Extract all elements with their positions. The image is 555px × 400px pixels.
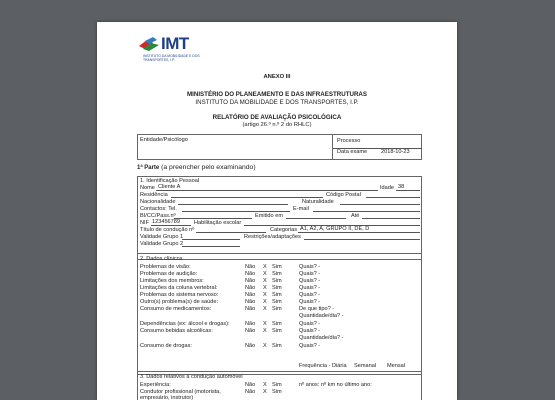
nationality-field[interactable] xyxy=(178,199,288,205)
clinical-yes-option[interactable]: Sim xyxy=(272,321,282,327)
section2-title: 2. Dados clínicos xyxy=(140,256,183,262)
part-note: (a preencher pelo examinando) xyxy=(161,164,256,171)
residence-label: Residência xyxy=(140,192,168,198)
clinical-x-mark: X xyxy=(263,278,267,284)
experience-x: X xyxy=(263,382,267,388)
part-number: 1ª Parte xyxy=(137,165,160,171)
clinical-row-label: Dependências (ex: álcool e drogas): xyxy=(140,321,230,327)
annex-title: ANEXO III xyxy=(263,74,291,80)
postal-code-field[interactable] xyxy=(366,192,420,198)
education-label: Habilitação escolar xyxy=(194,220,242,226)
name-field[interactable] xyxy=(156,185,378,191)
frequency-weekly: Semanal xyxy=(354,363,377,369)
restrictions-label: Restrições/adaptações xyxy=(244,234,301,240)
clinical-detail: Quais? - xyxy=(299,299,321,305)
age-label: Idade xyxy=(380,185,394,191)
id-doc-field[interactable] xyxy=(174,213,252,219)
name-value: Cliente A xyxy=(158,184,181,190)
clinical-no-option[interactable]: Não xyxy=(245,321,256,327)
residence-field[interactable] xyxy=(171,192,323,198)
clinical-row-label: Consumo de drogas: xyxy=(140,343,192,349)
clinical-x-mark: X xyxy=(263,264,267,270)
clinical-yes-option[interactable]: Sim xyxy=(272,285,282,291)
entity-box xyxy=(137,134,422,160)
document-page xyxy=(97,22,457,400)
clinical-yes-option[interactable]: Sim xyxy=(272,264,282,270)
experience-extra: nº anos: nº km no último ano: xyxy=(299,382,372,388)
clinical-no-option[interactable]: Não xyxy=(245,285,256,291)
clinical-detail: Quais? - xyxy=(299,278,321,284)
imt-logo xyxy=(139,35,219,71)
clinical-x-mark: X xyxy=(263,285,267,291)
clinical-no-option[interactable]: Não xyxy=(245,343,256,349)
clinical-detail: Quais? - xyxy=(299,264,321,270)
clinical-detail: De que tipo? - xyxy=(299,306,335,312)
contacts-label: Contactos: Tel. xyxy=(140,206,177,212)
experience-label: Experiência: xyxy=(140,382,171,388)
clinical-no-option[interactable]: Não xyxy=(245,306,256,312)
clinical-x-mark: X xyxy=(263,299,267,305)
section3-title: 3. Dados relativos à condução automóvel xyxy=(140,374,243,380)
postal-code-label: Código Postal xyxy=(326,192,361,198)
process-box xyxy=(332,135,422,159)
frequency-daily: Frequência - Diária xyxy=(299,363,347,369)
clinical-detail: Quais? - xyxy=(299,285,321,291)
nif-value: 123456789 xyxy=(152,219,180,225)
logo-subtitle: INSTITUTO DA MOBILIDADE E DOS TRANSPORTES, I.P. xyxy=(143,54,200,62)
clinical-yes-option[interactable]: Sim xyxy=(272,299,282,305)
professional-x: X xyxy=(263,389,267,395)
age-value: 38 xyxy=(398,184,405,190)
clinical-detail: Quais? - xyxy=(299,292,321,298)
validity-group1-field[interactable] xyxy=(182,234,240,240)
experience-no[interactable]: Não xyxy=(245,382,256,388)
clinical-yes-option[interactable]: Sim xyxy=(272,271,282,277)
clinical-no-option[interactable]: Não xyxy=(245,299,256,305)
nif-label: NIF xyxy=(140,220,150,226)
professional-driver-label-2: empresário, instrutor) xyxy=(140,395,194,400)
id-doc-label: BI/CC/Pass.nº xyxy=(140,213,176,219)
license-number-field[interactable] xyxy=(196,227,266,233)
exam-date-value[interactable]: 2018-10-23 xyxy=(381,149,410,155)
clinical-detail: Quais? - xyxy=(299,343,321,349)
professional-yes[interactable]: Sim xyxy=(272,389,282,395)
logo-text: IMT xyxy=(161,34,189,53)
clinical-detail: Quais? - xyxy=(299,321,321,327)
phone-field[interactable] xyxy=(182,206,290,212)
clinical-row-label: Consumo de medicamentos: xyxy=(140,306,212,312)
birthplace-label: Naturalidade xyxy=(302,199,334,205)
validity-group1-label: Validade Grupo 1 xyxy=(140,234,184,240)
imt-logo-mark xyxy=(139,37,159,51)
validity-group2-label: Validade Grupo 2 xyxy=(140,241,184,247)
validity-group2-field[interactable] xyxy=(182,241,240,247)
section-personal-id xyxy=(137,176,422,260)
clinical-yes-option[interactable]: Sim xyxy=(272,278,282,284)
section-clinical-data xyxy=(137,253,422,375)
clinical-x-mark: X xyxy=(263,306,267,312)
clinical-row-label: Limitações dos membros: xyxy=(140,278,204,284)
clinical-row-label: Limitações da coluna vertebral: xyxy=(140,285,218,291)
clinical-row-label: Outro(s) problema(s) de saúde: xyxy=(140,299,219,305)
valid-until-label: Até xyxy=(351,213,360,219)
article-reference: (artigo 26.º n.º 2 do RHLC) xyxy=(242,122,312,128)
name-label: Nome xyxy=(140,185,155,191)
process-label: Processo xyxy=(337,138,361,144)
frequency-monthly: Mensal xyxy=(387,363,406,369)
valid-until-field[interactable] xyxy=(362,213,420,219)
license-number-label: Título de condução nº xyxy=(140,227,195,233)
clinical-x-mark: X xyxy=(263,271,267,277)
restrictions-field[interactable] xyxy=(304,234,420,240)
email-label: E-mail xyxy=(293,206,309,212)
clinical-x-mark: X xyxy=(263,292,267,298)
clinical-x-mark: X xyxy=(263,343,267,349)
clinical-row-label: Problemas do sistema nervoso: xyxy=(140,292,219,298)
clinical-no-option[interactable]: Não xyxy=(245,264,256,270)
clinical-yes-option[interactable]: Sim xyxy=(272,306,282,312)
issued-field[interactable] xyxy=(286,213,346,219)
clinical-detail: Quantidade/dia? - xyxy=(299,313,344,319)
clinical-detail: Quantidade/dia? - xyxy=(299,335,344,341)
birthplace-field[interactable] xyxy=(340,199,420,205)
part-heading xyxy=(137,164,256,173)
ministry-title: MINISTÉRIO DO PLANEAMENTO E DAS INFRAESTRUTURAS xyxy=(186,91,368,98)
institute-title: INSTITUTO DA MOBILIDADE E DOS TRANSPORTES, I.P. xyxy=(195,99,359,106)
clinical-no-option[interactable]: Não xyxy=(245,328,256,334)
clinical-no-option[interactable]: Não xyxy=(245,271,256,277)
issued-label: Emitido em xyxy=(255,213,283,219)
clinical-row-label: Problemas de audição: xyxy=(140,271,198,277)
categories-label: Categorias xyxy=(270,227,298,233)
exam-date-label: Data exame xyxy=(337,149,368,155)
categories-value: A1, A2, A, GRUPO II, DE, D xyxy=(300,226,370,232)
entity-label: Entidade/Psicólogo xyxy=(140,137,188,143)
professional-driver-label: Condutor profissional (motorista, xyxy=(140,389,221,395)
clinical-detail: Quais? - xyxy=(299,271,321,277)
email-field[interactable] xyxy=(313,206,420,212)
clinical-no-option[interactable]: Não xyxy=(245,292,256,298)
clinical-x-mark: X xyxy=(263,321,267,327)
clinical-row-label: Problemas de visão: xyxy=(140,264,191,270)
experience-yes[interactable]: Sim xyxy=(272,382,282,388)
clinical-no-option[interactable]: Não xyxy=(245,278,256,284)
clinical-yes-option[interactable]: Sim xyxy=(272,343,282,349)
clinical-yes-option[interactable]: Sim xyxy=(272,292,282,298)
professional-no[interactable]: Não xyxy=(245,389,256,395)
report-title: RELATÓRIO DE AVALIAÇÃO PSICOLÓGICA xyxy=(212,114,342,121)
nationality-label: Nacionalidade xyxy=(140,199,176,205)
clinical-detail: Quais? - xyxy=(299,328,321,334)
section1-title: 1. Identificação Pessoal xyxy=(140,178,200,184)
clinical-x-mark: X xyxy=(263,328,267,334)
clinical-yes-option[interactable]: Sim xyxy=(272,328,282,334)
clinical-row-label: Consumo bebidas alcoólicas: xyxy=(140,328,213,334)
section-driving-data xyxy=(137,371,422,400)
